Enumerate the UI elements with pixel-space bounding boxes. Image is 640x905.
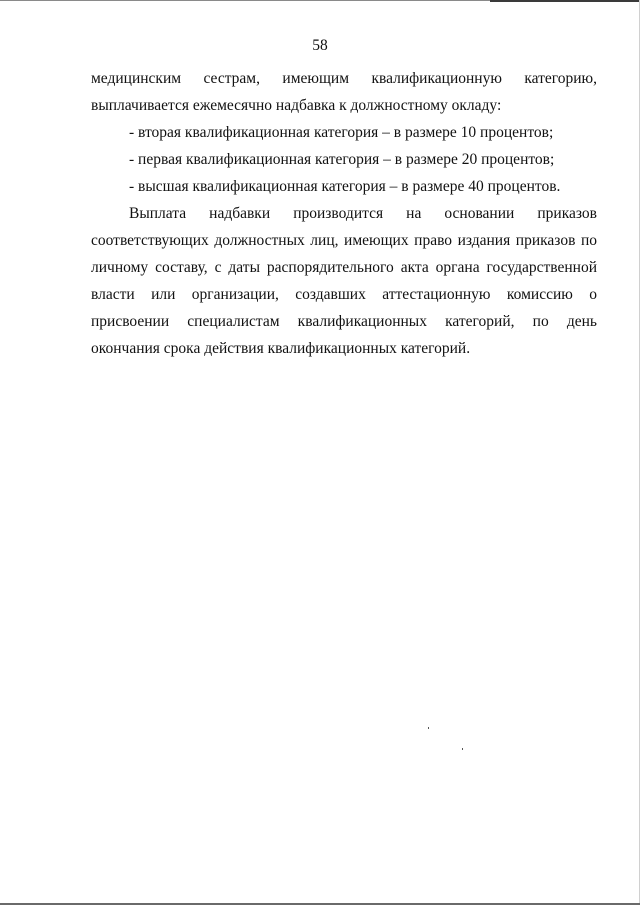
page-number: 58 bbox=[312, 37, 328, 54]
list-item: - высшая квалификационная категория – в размере 40 процентов. bbox=[129, 178, 561, 195]
document-body bbox=[91, 65, 597, 362]
list-item: - вторая квалификационная категория – в размере 10 процентов; bbox=[129, 124, 554, 141]
payment-paragraph: Выплата надбавки производится на основании приказов соответствующих должностных лиц, имеющих право издания приказов по личному составу, с даты распорядительного акта органа государственной власти или организации, создавших аттестационную комиссию о присвоении специалистам квалификационных категорий, по день окончания срока действия квалификационных категорий. bbox=[91, 205, 597, 357]
scan-speck bbox=[428, 727, 429, 729]
list-item: - первая квалификационная категория – в размере 20 процентов; bbox=[129, 151, 555, 168]
intro-line-1: медицинским сестрам, имеющим квалификационную категорию, bbox=[91, 70, 597, 87]
intro-line-2: выплачивается ежемесячно надбавка к должностному окладу: bbox=[91, 97, 502, 114]
scan-speck bbox=[462, 748, 463, 750]
category-list bbox=[91, 119, 597, 200]
scan-edge-top-shadow bbox=[490, 0, 640, 2]
